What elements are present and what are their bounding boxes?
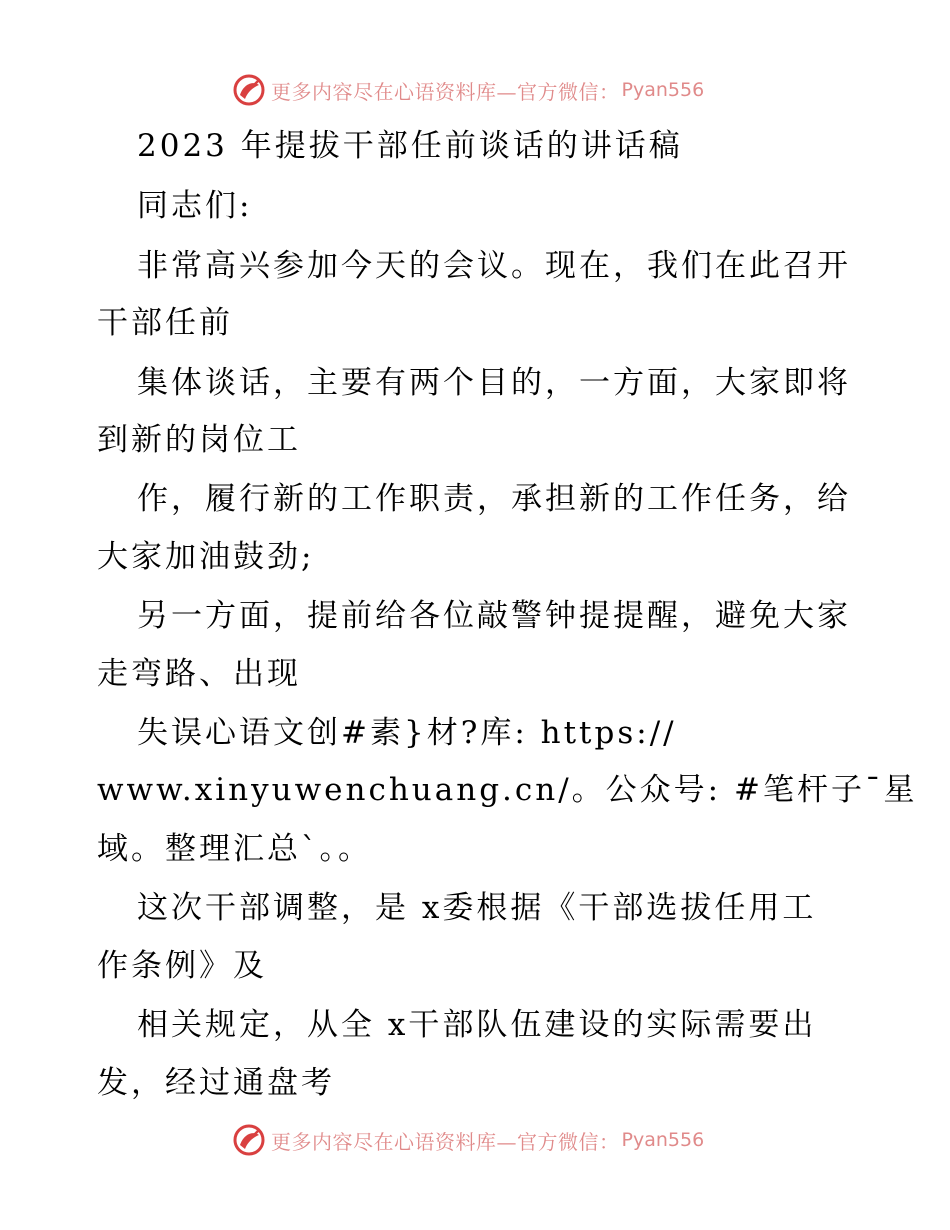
red-swirl-logo-icon [232, 1123, 266, 1157]
text-line: 另一方面，提前给各位敲警钟提提醒，避免大家 [137, 598, 851, 634]
text-line: 作，履行新的工作职责，承担新的工作任务，给 [137, 481, 851, 517]
footer-watermark [232, 1120, 704, 1160]
watermark-wechat-id: Pyan556 [621, 1129, 705, 1151]
text-line: 走弯路、出现 [97, 656, 301, 692]
watermark-text: 更多内容尽在心语资料库—官方微信： [271, 1129, 620, 1154]
text-line: 非常高兴参加今天的会议。现在，我们在此召开 [137, 248, 851, 284]
text-line: 作条例》及 [97, 948, 267, 984]
text-line: 域。整理汇总`。。 [97, 831, 372, 867]
watermark-wechat-id: Pyan556 [621, 79, 705, 101]
text-line: 干部任前 [97, 305, 233, 341]
header-watermark [232, 70, 704, 110]
text-line: www.xinyuwenchuang.cn/。公众号: #笔杆子¯星 [97, 772, 918, 808]
text-line: 集体谈话，主要有两个目的，一方面，大家即将 [137, 365, 851, 401]
text-line: 同志们: [137, 188, 253, 224]
text-line: 发，经过通盘考 [97, 1065, 335, 1101]
text-line: 相关规定，从全 x干部队伍建设的实际需要出 [137, 1007, 817, 1043]
text-line: 失误心语文创#素}材?库: https:// [137, 715, 677, 751]
text-line: 到新的岗位工 [97, 422, 301, 458]
document-title: 2023 年提拔干部任前谈话的讲话稿 [137, 128, 683, 164]
text-line: 大家加油鼓劲; [97, 539, 315, 575]
watermark-text: 更多内容尽在心语资料库—官方微信： [271, 79, 620, 104]
text-line: 这次干部调整，是 x委根据《干部选拔任用工 [137, 890, 817, 926]
red-swirl-logo-icon [232, 73, 266, 107]
